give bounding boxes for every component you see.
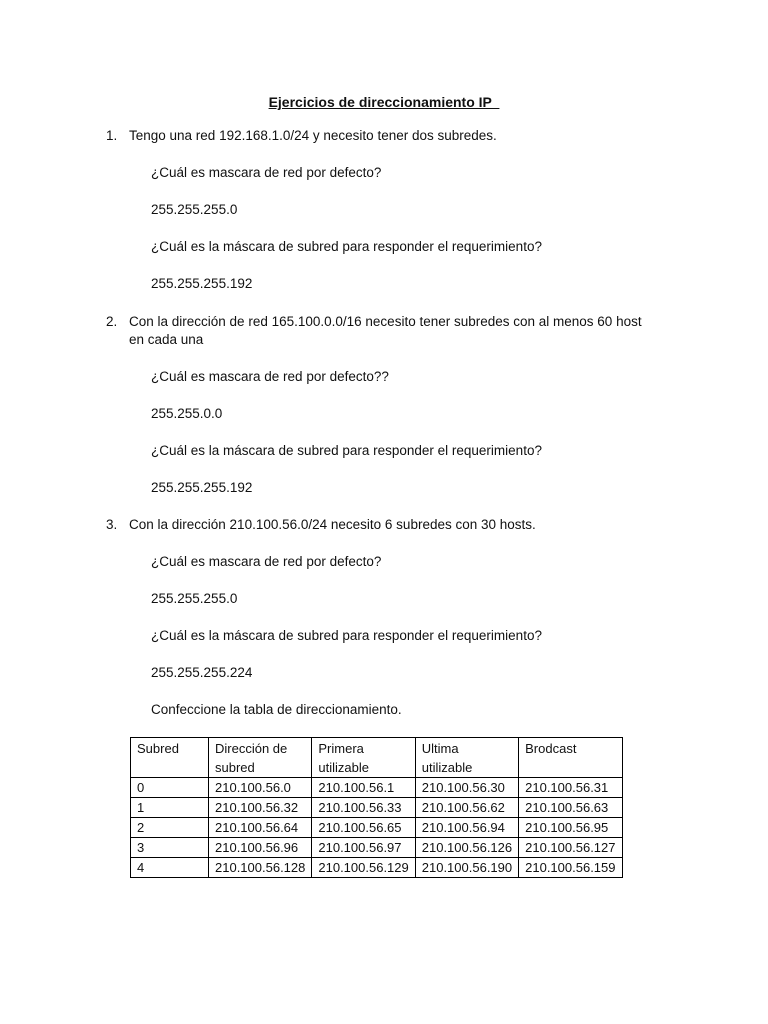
cell-network-address: 210.100.56.128: [209, 858, 312, 878]
header-broadcast-line-1: Brodcast: [525, 741, 577, 756]
cell-broadcast: 210.100.56.31: [519, 778, 622, 798]
exercise-2-statement-line-1: Con la dirección de red 165.100.0.0/16 necesito tener subredes con al menos 60 host: [129, 314, 642, 329]
cell-last-usable: 210.100.56.30: [415, 778, 518, 798]
exercise-1-question-2: ¿Cuál es la máscara de subred para responder el requerimiento?: [151, 239, 542, 254]
exercise-2-statement-line-2: en cada una: [129, 332, 204, 347]
addressing-table: [130, 737, 623, 878]
header-direccion-line-1: Dirección de: [215, 741, 288, 756]
cell-network-address: 210.100.56.0: [209, 778, 312, 798]
exercise-2-answer-1: 255.255.0.0: [151, 406, 223, 421]
cell-last-usable: 210.100.56.62: [415, 798, 518, 818]
header-ultima-utilizable: [415, 738, 518, 778]
cell-broadcast: 210.100.56.127: [519, 838, 622, 858]
cell-network-address: 210.100.56.32: [209, 798, 312, 818]
exercise-2-question-1: ¿Cuál es mascara de red por defecto??: [151, 369, 389, 384]
exercise-1-statement: Tengo una red 192.168.1.0/24 y necesito tener dos subredes.: [129, 128, 497, 143]
cell-first-usable: 210.100.56.33: [312, 798, 415, 818]
cell-subred: 3: [131, 838, 209, 858]
cell-first-usable: 210.100.56.65: [312, 818, 415, 838]
header-subred-line-2: [137, 758, 202, 777]
table-row: [131, 838, 623, 858]
header-direccion-line-2: subred: [215, 760, 255, 775]
exercise-2-question-2: ¿Cuál es la máscara de subred para responder el requerimiento?: [151, 443, 542, 458]
exercise-2-number: 2.: [106, 314, 118, 329]
cell-subred: 4: [131, 858, 209, 878]
header-ultima-line-1: Ultima: [421, 741, 459, 756]
exercise-3-answer-1: 255.255.255.0: [151, 591, 238, 606]
exercise-3-question-1: ¿Cuál es mascara de red por defecto?: [151, 554, 382, 569]
exercise-1-answer-2: 255.255.255.192: [151, 276, 253, 291]
cell-subred: 0: [131, 778, 209, 798]
cell-subred: 2: [131, 818, 209, 838]
exercise-3-number: 3.: [106, 517, 118, 532]
cell-subred: 1: [131, 798, 209, 818]
cell-broadcast: 210.100.56.95: [519, 818, 622, 838]
exercise-3-statement: Con la dirección 210.100.56.0/24 necesito 6 subredes con 30 hosts.: [129, 517, 536, 532]
cell-network-address: 210.100.56.96: [209, 838, 312, 858]
table-row: [131, 818, 623, 838]
cell-first-usable: 210.100.56.97: [312, 838, 415, 858]
exercise-3-question-2: ¿Cuál es la máscara de subred para responder el requerimiento?: [151, 628, 542, 643]
exercise-3-answer-2: 255.255.255.224: [151, 665, 253, 680]
header-primera-line-1: Primera: [318, 741, 364, 756]
exercise-1-answer-1: 255.255.255.0: [151, 202, 238, 217]
exercise-2-answer-2: 255.255.255.192: [151, 480, 253, 495]
cell-first-usable: 210.100.56.1: [312, 778, 415, 798]
header-broadcast: [519, 738, 622, 778]
header-ultima-line-2: utilizable: [421, 760, 473, 775]
table-row: [131, 798, 623, 818]
header-primera-line-2: utilizable: [318, 760, 369, 775]
cell-network-address: 210.100.56.64: [209, 818, 312, 838]
header-subred-line-1: Subred: [137, 741, 179, 756]
exercise-1-number: 1.: [106, 128, 118, 143]
cell-broadcast: 210.100.56.159: [519, 858, 622, 878]
table-row: [131, 858, 623, 878]
cell-last-usable: 210.100.56.190: [415, 858, 518, 878]
exercise-1-question-1: ¿Cuál es mascara de red por defecto?: [151, 165, 382, 180]
table-row: [131, 778, 623, 798]
header-broadcast-line-2: [525, 758, 615, 777]
cell-broadcast: 210.100.56.63: [519, 798, 622, 818]
header-primera-utilizable: [312, 738, 415, 778]
exercise-3-instruction: Confeccione la tabla de direccionamiento.: [151, 702, 402, 717]
cell-first-usable: 210.100.56.129: [312, 858, 415, 878]
cell-last-usable: 210.100.56.126: [415, 838, 518, 858]
document-title: Ejercicios de direccionamiento IP: [268, 94, 500, 110]
header-direccion-subred: [209, 738, 312, 778]
cell-last-usable: 210.100.56.94: [415, 818, 518, 838]
table-header-row: [131, 738, 623, 778]
header-subred: [131, 738, 209, 778]
